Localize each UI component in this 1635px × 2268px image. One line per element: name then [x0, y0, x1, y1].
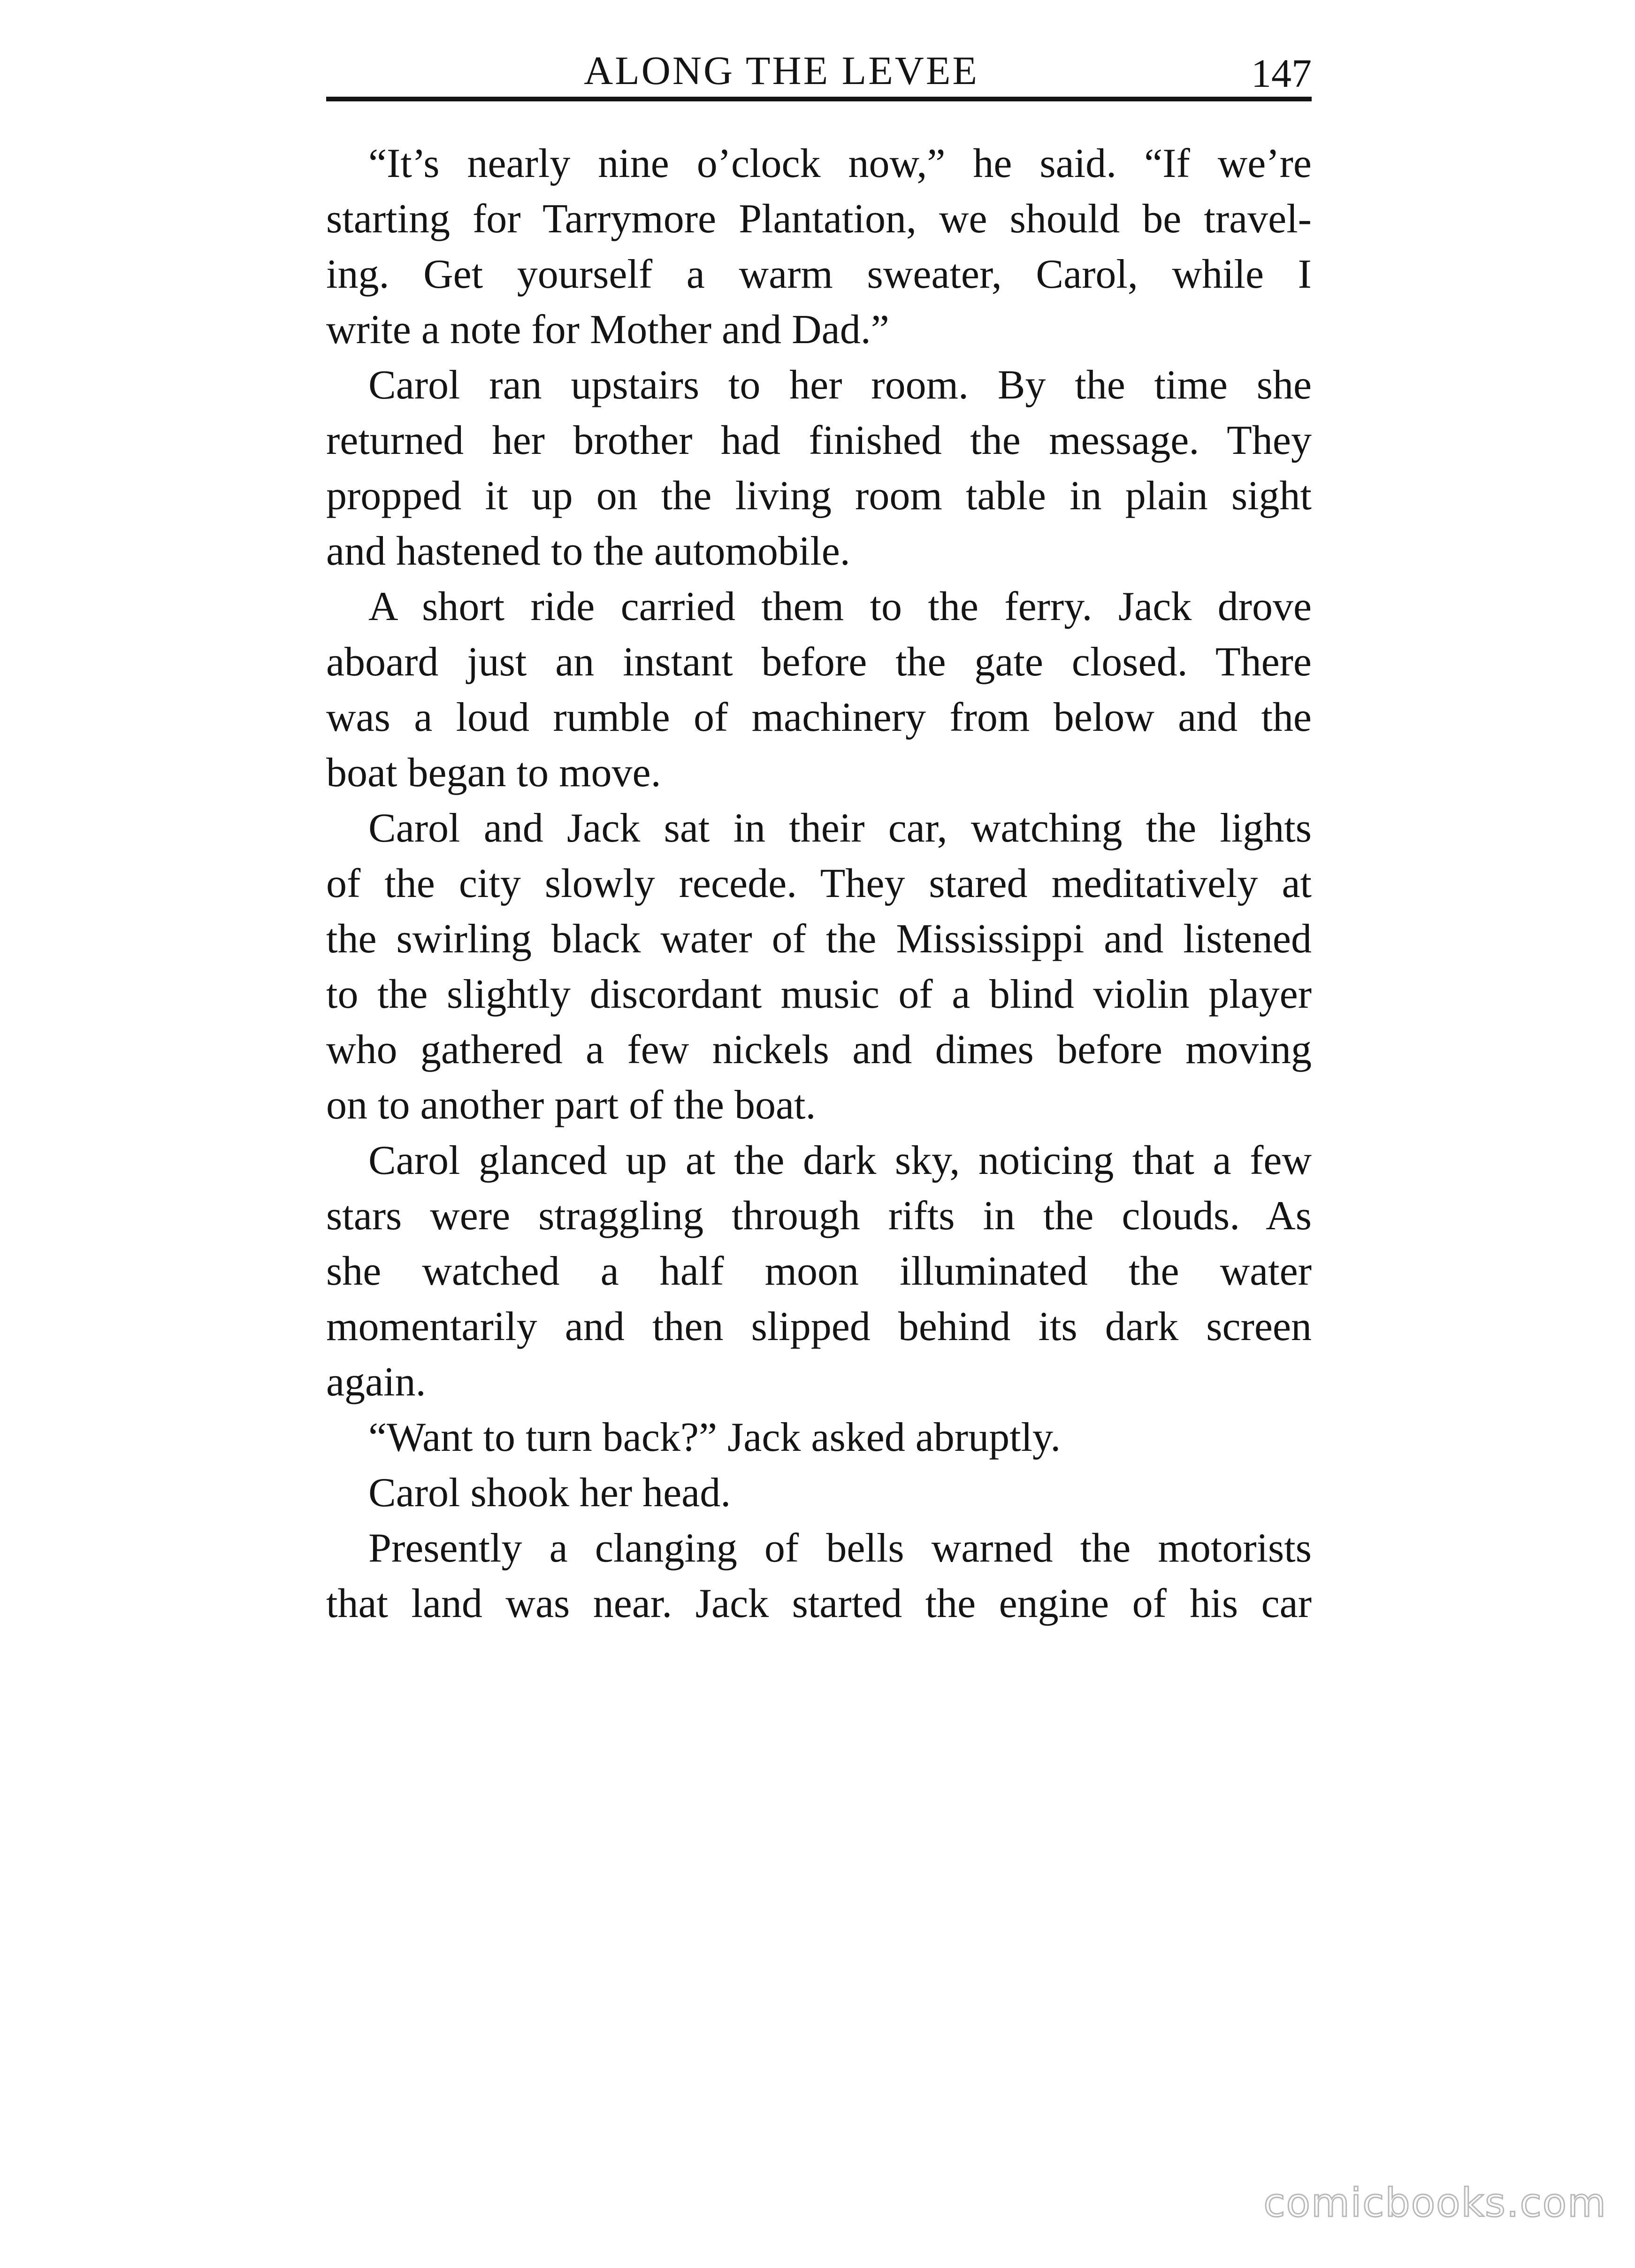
paragraph: [326, 1465, 1312, 1521]
text-line: starting for Tarrymore Plantation, we should be travel-: [326, 196, 1312, 242]
text-line: propped it up on the living room table in plain sight: [326, 473, 1312, 519]
paragraph: [326, 801, 1312, 1133]
text-line: “Want to turn back?” Jack asked abruptly.: [368, 1415, 1061, 1460]
text-line: momentarily and then slipped behind its dark screen: [326, 1304, 1312, 1349]
text-line: the swirling black water of the Mississippi and listened: [326, 916, 1312, 962]
text-line: Presently a clanging of bells warned the motorists: [368, 1525, 1312, 1571]
text-line: on to another part of the boat.: [326, 1082, 816, 1128]
text-line: aboard just an instant before the gate closed. There: [326, 639, 1312, 685]
text-line: Carol and Jack sat in their car, watching the lights: [368, 805, 1312, 851]
text-line: returned her brother had finished the message. They: [326, 418, 1312, 463]
running-head: [326, 40, 1312, 101]
text-line: that land was near. Jack started the engine of his car: [326, 1581, 1312, 1626]
text-line: stars were straggling through rifts in the clouds. As: [326, 1193, 1312, 1239]
paragraph: [326, 1521, 1312, 1632]
text-line: Carol ran upstairs to her room. By the time she: [368, 362, 1312, 408]
text-line: again.: [326, 1359, 426, 1405]
watermark-logo: comicbooks.com: [1263, 2180, 1607, 2226]
paragraph: [326, 1133, 1312, 1410]
body-text: [326, 136, 1312, 1632]
text-line: “It’s nearly nine o’clock now,” he said. “If we’re: [368, 141, 1312, 186]
text-line: to the slightly discordant music of a blind violin player: [326, 972, 1312, 1017]
running-title: ALONG THE LEVEE: [584, 48, 979, 93]
text-line: ing. Get yourself a warm sweater, Carol, while I: [326, 252, 1312, 297]
text-line: Carol shook her head.: [368, 1470, 731, 1516]
paragraph: [326, 358, 1312, 579]
paragraph: [326, 1410, 1312, 1465]
text-line: write a note for Mother and Dad.”: [326, 307, 889, 352]
text-line: Carol glanced up at the dark sky, noticing that a few: [368, 1138, 1312, 1183]
text-line: of the city slowly recede. They stared meditatively at: [326, 861, 1312, 906]
page-number: 147: [1251, 51, 1312, 96]
paragraph: [326, 579, 1312, 801]
text-line: boat began to move.: [326, 750, 661, 796]
header-rule: [326, 97, 1312, 101]
text-line: and hastened to the automobile.: [326, 529, 850, 574]
text-line: A short ride carried them to the ferry. Jack drove: [368, 584, 1312, 629]
paragraph: [326, 136, 1312, 358]
text-line: who gathered a few nickels and dimes before moving: [326, 1027, 1312, 1073]
text-line: was a loud rumble of machinery from below and the: [326, 695, 1312, 740]
text-line: she watched a half moon illuminated the water: [326, 1249, 1312, 1294]
